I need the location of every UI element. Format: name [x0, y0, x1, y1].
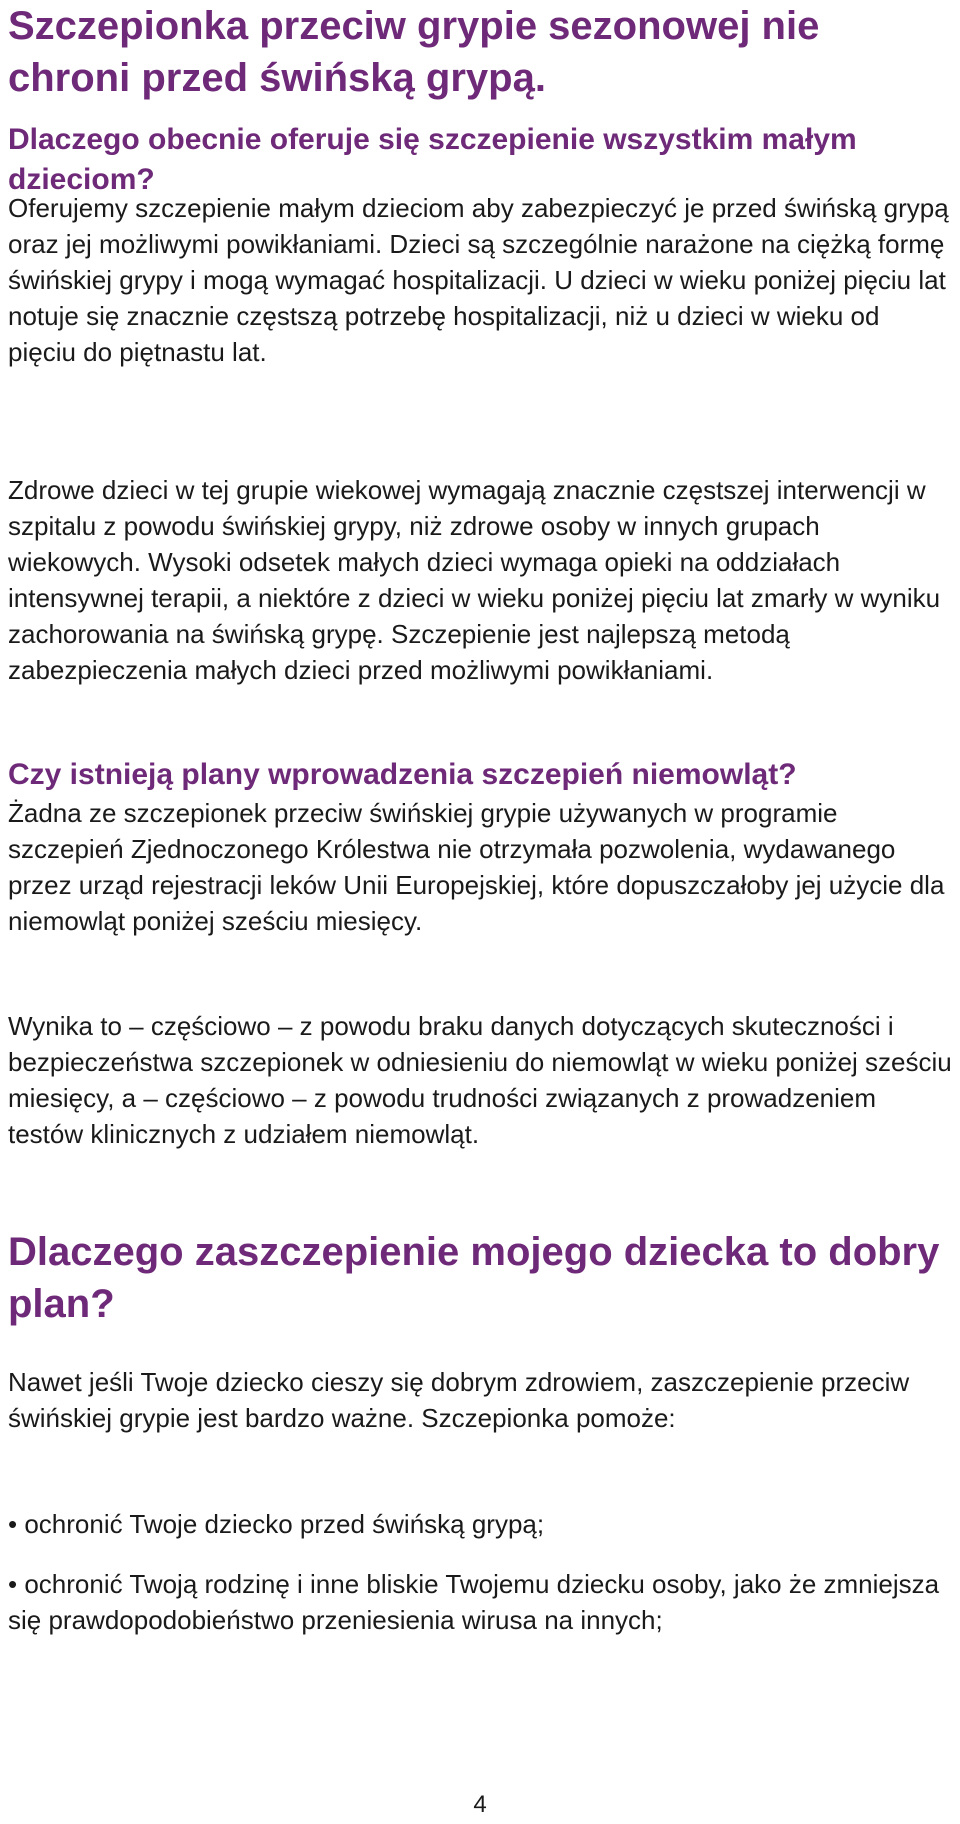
section-heading-why-vaccinate: Dlaczego zaszczepienie mojego dziecka to dobry plan? — [8, 1230, 940, 1326]
list-item: • ochronić Twoją rodzinę i inne bliskie Twojemu dziecku osoby, jako że zmniejsza się prawdopodobieństwo przeniesienia wirusa na innych; — [8, 1569, 940, 1635]
paragraph: Wynika to – częściowo – z powodu braku danych dotyczących skuteczności i bezpieczeństwa szczepionek w odniesieniu do niemowląt w wieku poniżej sześciu miesięcy, a – częściowo – z powodu trudności związanych z prowadzeniem testów klinicznych z udziałem niemowląt. — [8, 1011, 952, 1149]
paragraph: Zdrowe dzieci w tej grupie wiekowej wymagają znacznie częstszej interwencji w szpitalu z powodu świńskiej grypy, niż zdrowe osoby w innych grupach wiekowych. Wysoki odsetek małych dzieci wymaga opieki na oddziałach intensywnej terapii, a niektóre z dzieci w wieku poniżej pięciu lat zmarły w wyniku zachorowania na świńską grypę. Szczepienie jest najlepszą metodą zabezpieczenia małych dzieci przed możliwymi powikłaniami. — [8, 475, 941, 685]
paragraph: Żadna ze szczepionek przeciw świńskiej grypie używanych w programie szczepień Zjednoczonego Królestwa nie otrzymała pozwolenia, wydawanego przez urząd rejestracji leków Unii Europejskiej, które dopuszczałoby jej użycie dla niemowląt poniżej sześciu miesięcy. — [8, 798, 945, 936]
page-number: 4 — [473, 1791, 487, 1818]
paragraph: Nawet jeśli Twoje dziecko cieszy się dobrym zdrowiem, zaszczepienie przeciw świńskiej grypie jest bardzo ważne. Szczepionka pomoże: — [8, 1367, 910, 1433]
section-heading-young-children: Dlaczego obecnie oferuje się szczepienie wszystkim małym dzieciom? — [8, 123, 857, 196]
section-heading-infants: Czy istnieją plany wprowadzenia szczepień niemowląt? — [8, 758, 797, 791]
list-item: • ochronić Twoje dziecko przed świńską grypą; — [8, 1509, 545, 1539]
page-title: Szczepionka przeciw grypie sezonowej nie chroni przed świńską grypą. — [8, 4, 820, 100]
paragraph: Oferujemy szczepienie małym dzieciom aby zabezpieczyć je przed świńską grypą oraz jej możliwymi powikłaniami. Dzieci są szczególnie narażone na ciężką formę świńskiej grypy i mogą wymagać hospitalizacji. U dzieci w wieku poniżej pięciu lat notuje się znacznie częstszą potrzebę hospitalizacji, niż u dzieci w wieku od pięciu do piętnastu lat. — [8, 193, 949, 367]
